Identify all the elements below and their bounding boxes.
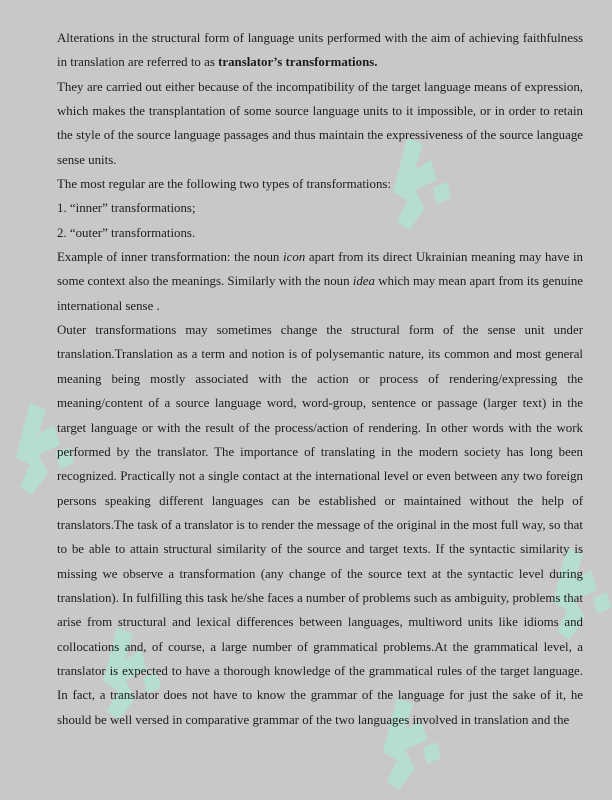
list-item: 2. “outer” transformations. [57,225,196,240]
italic-term: idea [352,274,375,289]
paragraph: Outer transformations may sometimes change the structural form of the sense unit under translation.Translation as a term and notion is of polysemantic nature, its common and most general meaning being mostly associated with the action or process of rendering/expressing the meaning/content of a source language word, word-group, sentence or passage (larger text) in the target language or with the result of the process/action of rendering. In other words with the work performed by the translator. The importance of translating in the modern society has long been recognized. Practically not a single contact at the international level or even between any two foreign persons speaking different languages can be established or maintained without the help of translators.The task of a translator is to render the message of the original in the most full way, so that to be able to attain structural similarity of the source and target texts. If the syntactic similarity is missing we observe a transformation (any change of the source text at the syntactic level during translation). In fulfilling this task he/she faces a number of problems such as ambiguity, problems that arise from structural and lexical differences between languages, multiword units like idioms and collocations and, of course, a large number of grammatical problems.At the grammatical level, a translator is expected to have a thorough knowledge of the grammatical rules of the target language. In fact, a translator does not have to know the grammar of the language for just the sake of it, he should be well versed in comparative grammar of the two languages involved in translation and the [57,323,583,727]
italic-term: icon [283,250,306,265]
paragraph-text: which may mean apart from its genuine international sense . [57,274,583,313]
bold-term: translator’s transformations. [218,55,378,70]
paragraph-text: Alterations in the structural form of language units performed with the aim of achieving faithfulness in translation are referred to as [57,31,583,70]
paragraph-text: Example of inner transformation: the noun [57,250,284,265]
paragraph-example [57,245,583,318]
list-item: 1. “inner” transformations; [57,201,196,216]
document-body [57,26,583,732]
paragraph-text: apart from its direct Ukrainian meaning may have in some context also the meanings. Similarly with the noun [57,250,583,289]
paragraph: The most regular are the following two types of transformations: [57,177,391,192]
paragraph: They are carried out either because of the incompatibility of the target language means of expression, which makes the transplantation of some source language units to it impossible, or in order to retain the style of the source language passages and thus maintain the expressiveness of the source language sense units. [57,79,583,167]
paragraph-intro [57,26,583,75]
